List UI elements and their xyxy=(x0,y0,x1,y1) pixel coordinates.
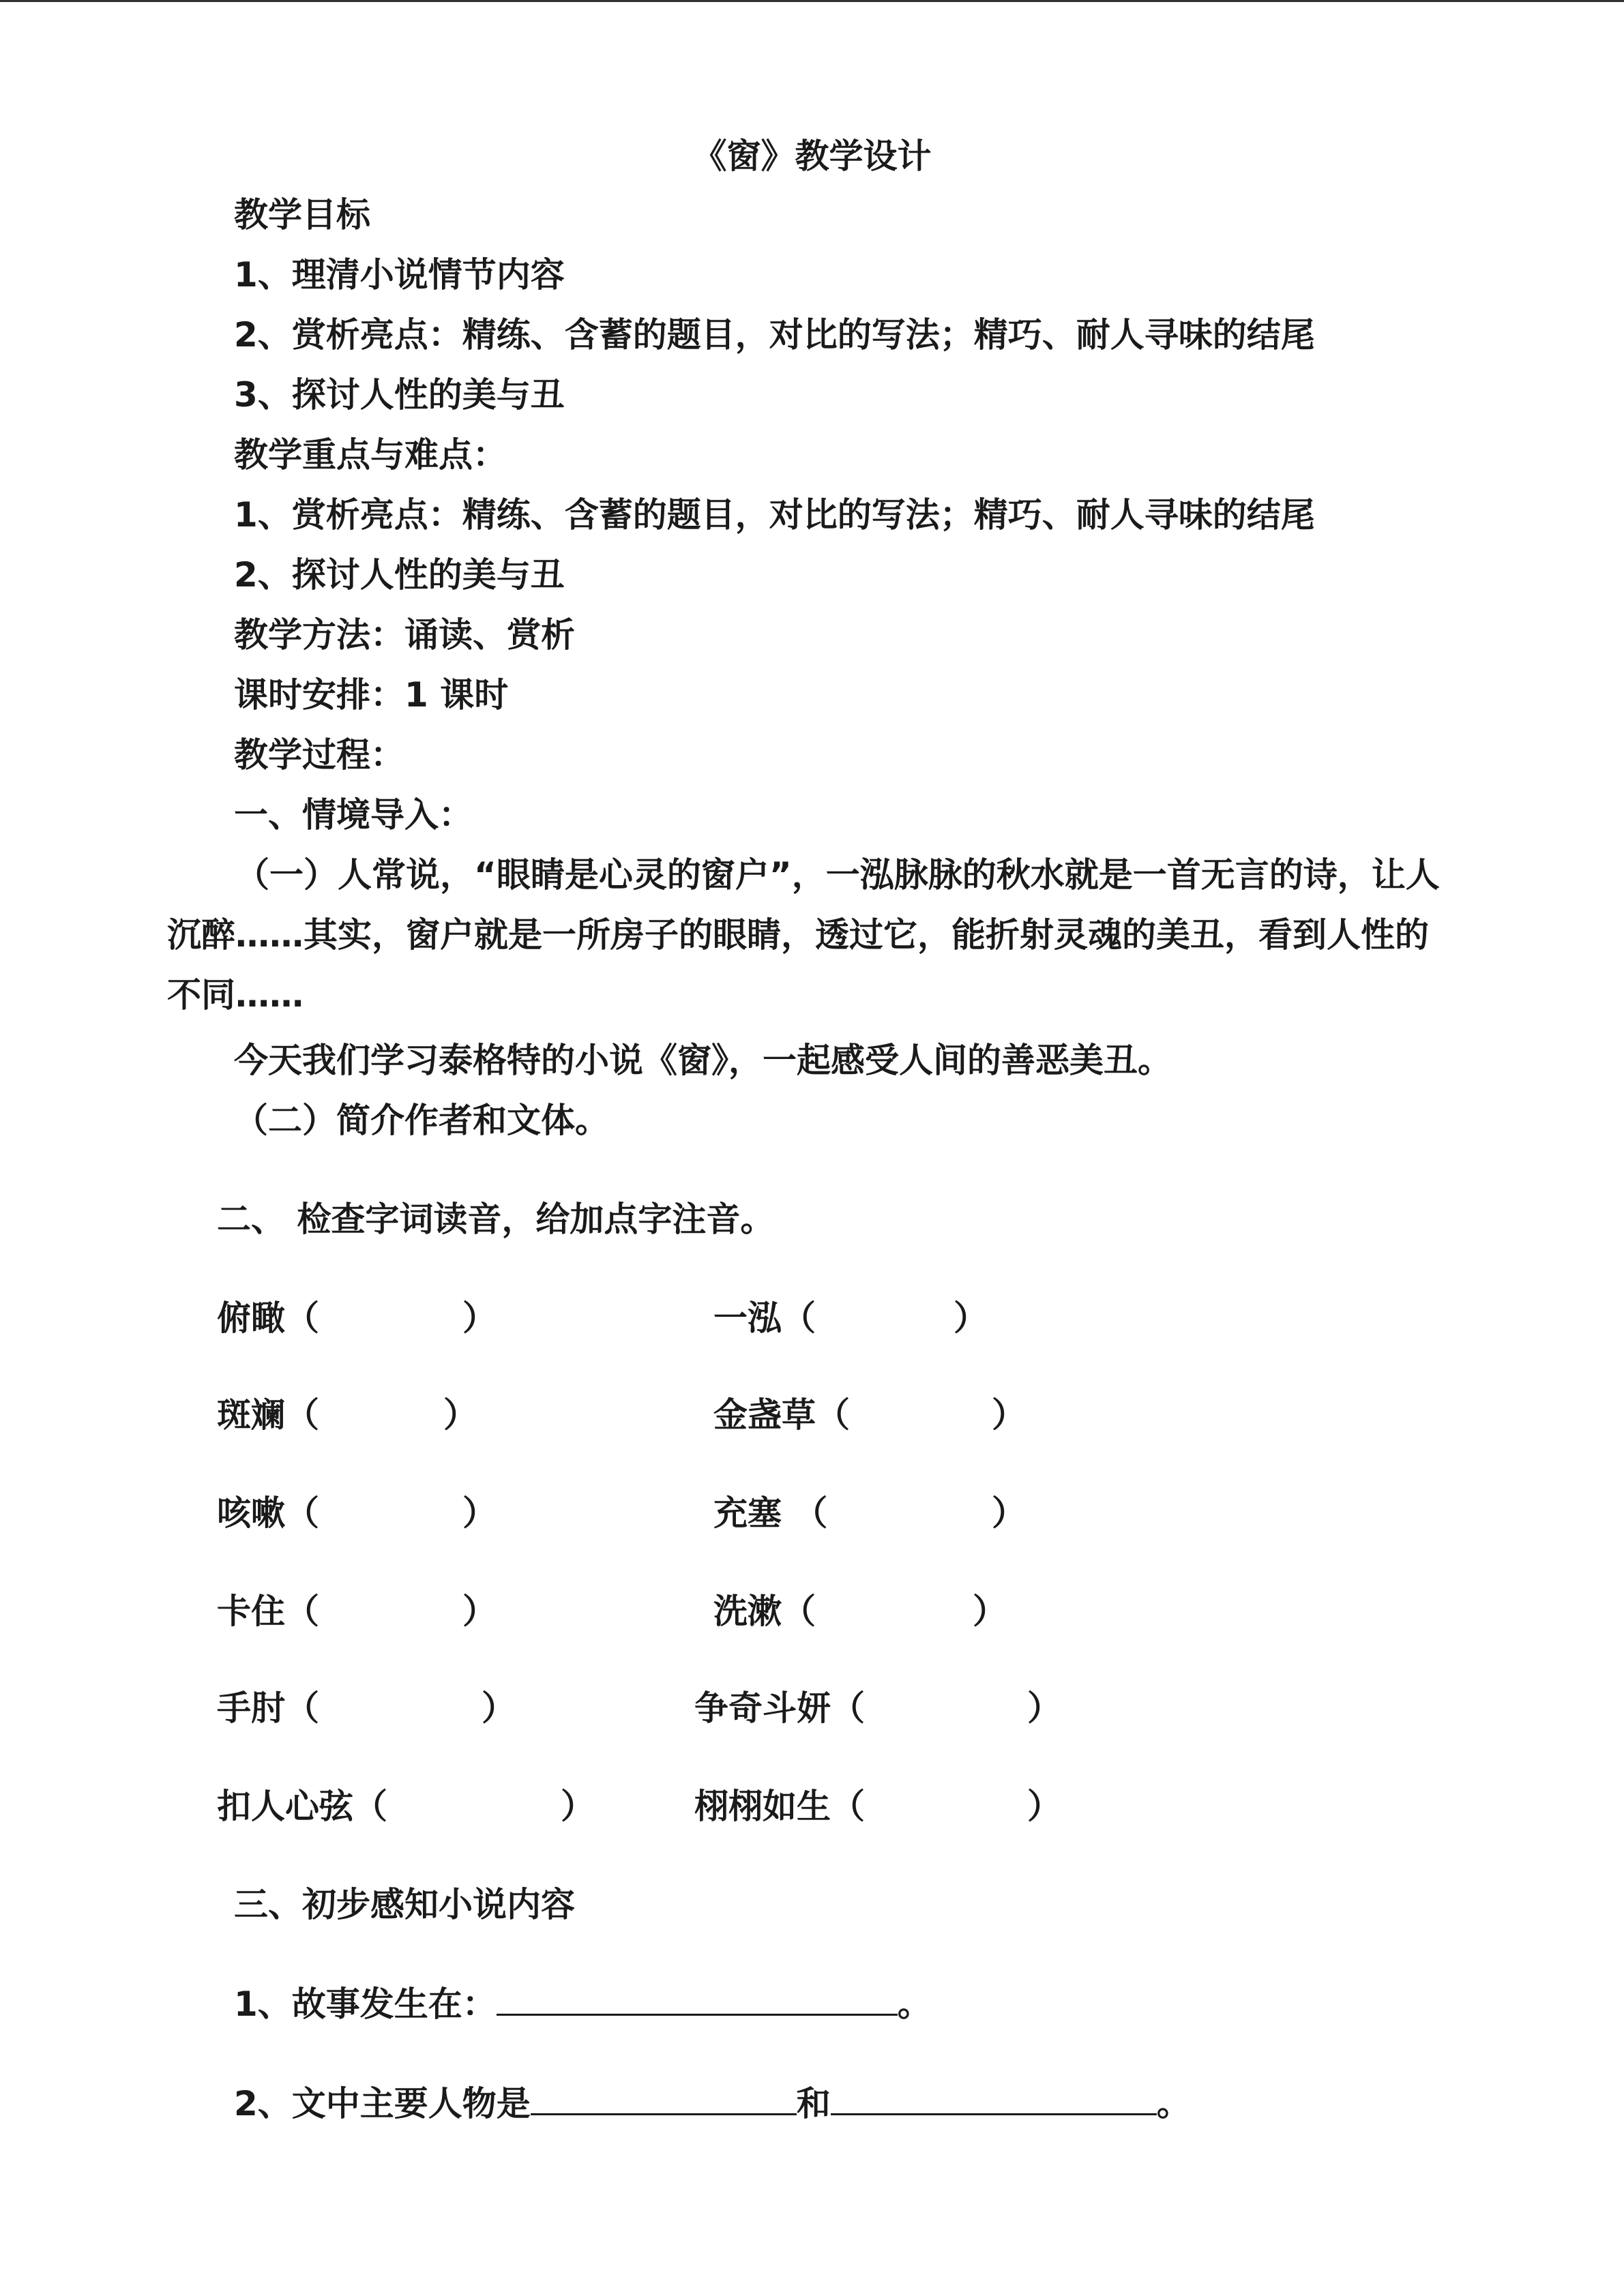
pinyin-word: 卡住（ xyxy=(217,1592,319,1631)
answer-close-paren: ） xyxy=(1027,1688,1061,1728)
answer-close-paren: ） xyxy=(462,1298,497,1338)
pinyin-word: 栩栩如生（ xyxy=(694,1787,865,1826)
pinyin-row-2 xyxy=(217,1388,1376,1442)
key-points-heading: 教学重点与难点： xyxy=(234,435,507,475)
pinyin-row-6 xyxy=(217,1779,1376,1834)
pinyin-word: 一泓（ xyxy=(713,1298,816,1338)
fill-in-blank[interactable] xyxy=(497,1977,898,2016)
pinyin-word: 洗漱（ xyxy=(713,1592,816,1631)
section-1-paragraph-lesson: 今天我们学习泰格特的小说《窗》，一起感受人间的善恶美丑。 xyxy=(234,1041,1172,1080)
fill-in-blank[interactable] xyxy=(531,2076,797,2115)
answer-close-paren: ） xyxy=(1027,1787,1061,1826)
objective-item-1: 1、理清小说情节内容 xyxy=(234,255,565,295)
answer-close-paren: ） xyxy=(462,1592,497,1631)
question-2-connector: 和 xyxy=(796,2084,831,2123)
section-2-heading: 二、 检查字词读音，给加点字注音。 xyxy=(217,1199,775,1239)
pinyin-word: 咳嗽（ xyxy=(217,1493,319,1533)
key-point-item-2: 2、探讨人性的美与丑 xyxy=(234,555,565,595)
pinyin-row-1 xyxy=(217,1291,1376,1345)
answer-close-paren: ） xyxy=(561,1787,595,1826)
fill-in-blank[interactable] xyxy=(831,2076,1157,2115)
question-1-suffix: 。 xyxy=(897,1984,932,2024)
answer-close-paren: ） xyxy=(973,1592,1007,1631)
pinyin-word: 斑斓（ xyxy=(217,1395,319,1435)
pinyin-row-4 xyxy=(217,1584,1376,1639)
pinyin-row-5 xyxy=(217,1681,1376,1735)
objective-item-2: 2、赏析亮点：精练、含蓄的题目，对比的写法；精巧、耐人寻味的结尾 xyxy=(234,315,1315,355)
pinyin-word: 争奇斗妍（ xyxy=(694,1688,865,1728)
key-point-item-1: 1、赏析亮点：精练、含蓄的题目，对比的写法；精巧、耐人寻味的结尾 xyxy=(234,495,1315,535)
answer-close-paren: ） xyxy=(954,1298,988,1338)
document-title: 《窗》教学设计 xyxy=(692,136,932,176)
pinyin-word: 充塞 （ xyxy=(713,1493,828,1533)
objectives-heading: 教学目标 xyxy=(234,195,370,235)
answer-close-paren: ） xyxy=(992,1493,1026,1533)
objective-item-3: 3、探讨人性的美与丑 xyxy=(234,375,565,415)
section-3-heading: 三、初步感知小说内容 xyxy=(234,1885,575,1924)
answer-close-paren: ） xyxy=(462,1493,497,1533)
pinyin-row-3 xyxy=(217,1486,1376,1540)
answer-close-paren: ） xyxy=(482,1688,516,1728)
teaching-method: 教学方法：诵读、赏析 xyxy=(234,615,575,655)
pinyin-word: 手肘（ xyxy=(217,1688,319,1728)
section-1-heading: 一、情境导入： xyxy=(234,795,473,835)
question-2 xyxy=(234,2076,1191,2131)
section-1-paragraph-author: （二）简介作者和文体。 xyxy=(234,1101,609,1140)
question-2-prefix: 2、文中主要人物是 xyxy=(234,2084,531,2123)
answer-close-paren: ） xyxy=(443,1395,477,1435)
pinyin-word: 金盏草（ xyxy=(713,1395,850,1435)
pinyin-word: 俯瞰（ xyxy=(217,1298,319,1338)
section-1-paragraph-intro: （一）人常说，“眼睛是心灵的窗户”，一泓脉脉的秋水就是一首无言的诗，让人沉醉……其实，窗户就是一所房子的眼睛，透过它，能折射灵魂的美丑，看到人性的不同…… xyxy=(167,855,1440,1015)
pinyin-word: 扣人心弦（ xyxy=(217,1787,387,1826)
answer-close-paren: ） xyxy=(992,1395,1026,1435)
question-1-prefix: 1、故事发生在： xyxy=(234,1984,497,2024)
question-2-suffix: 。 xyxy=(1156,2084,1191,2123)
process-heading: 教学过程： xyxy=(234,735,404,775)
question-1 xyxy=(234,1977,932,2031)
class-schedule: 课时安排：1 课时 xyxy=(234,675,509,715)
